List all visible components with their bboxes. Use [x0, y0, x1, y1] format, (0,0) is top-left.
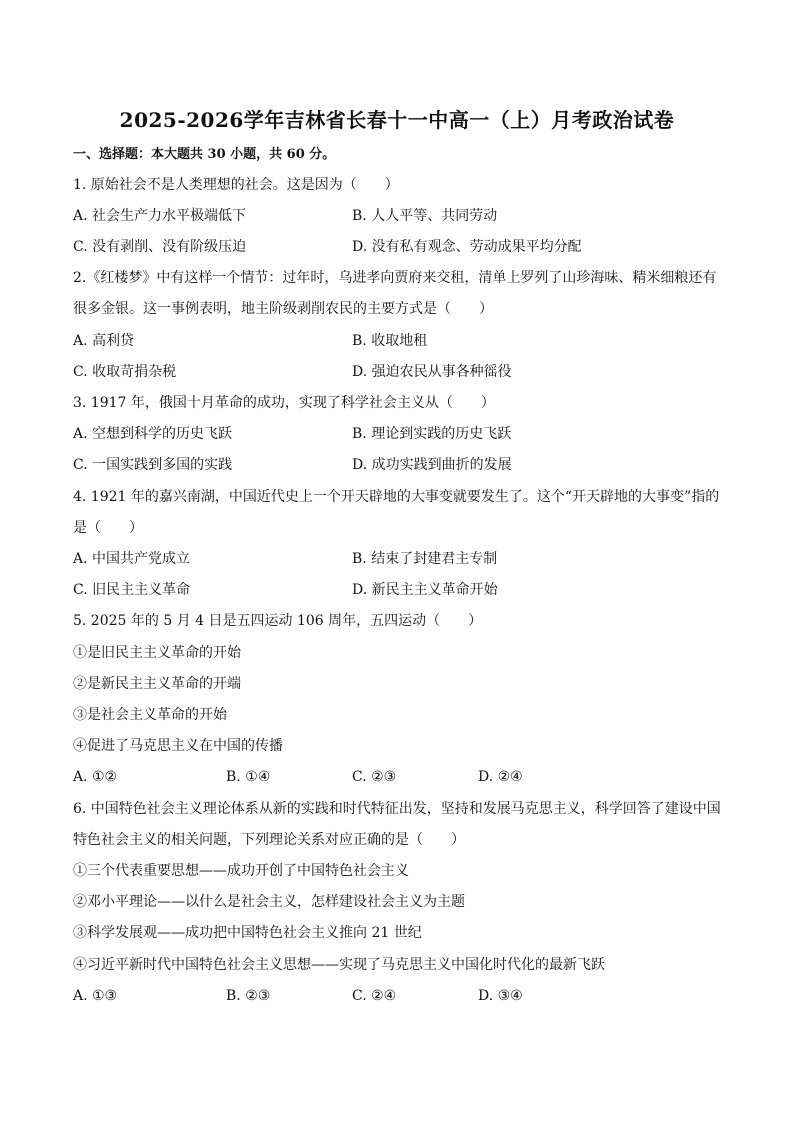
question-5-option-a: A. ①② [73, 769, 118, 785]
question-1-option-c: C. 没有剥削、没有阶级压迫 [73, 239, 247, 255]
question-4-option-b: B. 结束了封建君主专制 [352, 551, 498, 567]
question-5-option-b: B. ①④ [226, 769, 271, 785]
question-5-statement-3: ③是社会主义革命的开始 [73, 707, 227, 723]
question-2-option-a: A. 高利贷 [73, 333, 135, 349]
question-5-option-d: D. ②④ [478, 769, 523, 785]
question-5-statement-4: ④促进了马克思主义在中国的传播 [73, 738, 283, 754]
question-6-statement-3: ③科学发展观——成功把中国特色社会主义推向 21 世纪 [73, 925, 422, 941]
question-2-stem-line-2: 很多金银。这一事例表明，地主阶级剥削农民的主要方式是（ ） [73, 301, 493, 317]
question-6-statement-1: ①三个代表重要思想——成功开创了中国特色社会主义 [73, 863, 409, 879]
question-5-statement-1: ①是旧民主主义革命的开始 [73, 645, 241, 661]
question-6-option-d: D. ③④ [478, 988, 523, 1004]
question-4-stem-line-2: 是（ ） [73, 520, 143, 536]
question-4-option-d: D. 新民主主义革命开始 [352, 582, 498, 598]
question-5-option-c: C. ②③ [352, 769, 397, 785]
question-5-statement-2: ②是新民主主义革命的开端 [73, 676, 241, 692]
question-4-option-c: C. 旧民主主义革命 [73, 582, 191, 598]
section-heading: 一、选择题：本大题共 30 小题，共 60 分。 [73, 147, 336, 162]
question-2-option-d: D. 强迫农民从事各种徭役 [352, 364, 512, 380]
question-6-statement-2: ②邓小平理论——以什么是社会主义，怎样建设社会主义为主题 [73, 894, 465, 910]
question-3-option-d: D. 成功实践到曲折的发展 [352, 457, 512, 473]
question-3-option-b: B. 理论到实践的历史飞跃 [352, 426, 512, 442]
question-1-option-d: D. 没有私有观念、劳动成果平均分配 [352, 239, 582, 255]
question-4-stem-line-1: 4. 1921 年的嘉兴南湖，中国近代史上一个开天辟地的大事变就要发生了。这个“开天辟地的大事变”指的 [73, 489, 720, 505]
question-6-option-a: A. ①③ [73, 988, 118, 1004]
question-6-option-b: B. ②③ [226, 988, 271, 1004]
question-3-option-a: A. 空想到科学的历史飞跃 [73, 426, 233, 442]
question-5-stem: 5. 2025 年的 5 月 4 日是五四运动 106 周年，五四运动（ ） [73, 613, 483, 629]
question-3-stem: 3. 1917 年，俄国十月革命的成功，实现了科学社会主义从（ ） [73, 395, 495, 411]
question-1-stem: 1. 原始社会不是人类理想的社会。这是因为（ ） [73, 177, 399, 193]
question-6-stem-line-2: 特色社会主义的相关问题，下列理论关系对应正确的是（ ） [73, 832, 465, 848]
question-1-option-a: A. 社会生产力水平极端低下 [73, 208, 247, 224]
question-6-stem-line-1: 6. 中国特色社会主义理论体系从新的实践和时代特征出发，坚持和发展马克思主义，科学回答了建设中国 [73, 801, 721, 817]
question-6-option-c: C. ②④ [352, 988, 397, 1004]
question-4-option-a: A. 中国共产党成立 [73, 551, 191, 567]
question-3-option-c: C. 一国实践到多国的实践 [73, 457, 233, 473]
question-2-stem-line-1: 2.《红楼梦》中有这样一个情节：过年时，乌进孝向贾府来交租，清单上罗列了山珍海味、精米细粮还有 [73, 270, 717, 286]
question-2-option-c: C. 收取苛捐杂税 [73, 364, 177, 380]
question-1-option-b: B. 人人平等、共同劳动 [352, 208, 498, 224]
question-2-option-b: B. 收取地租 [352, 333, 428, 349]
question-6-statement-4: ④习近平新时代中国特色社会主义思想——实现了马克思主义中国化时代化的最新飞跃 [73, 957, 605, 973]
exam-title: 2025-2026学年吉林省长春十一中高一（上）月考政治试卷 [119, 108, 675, 132]
